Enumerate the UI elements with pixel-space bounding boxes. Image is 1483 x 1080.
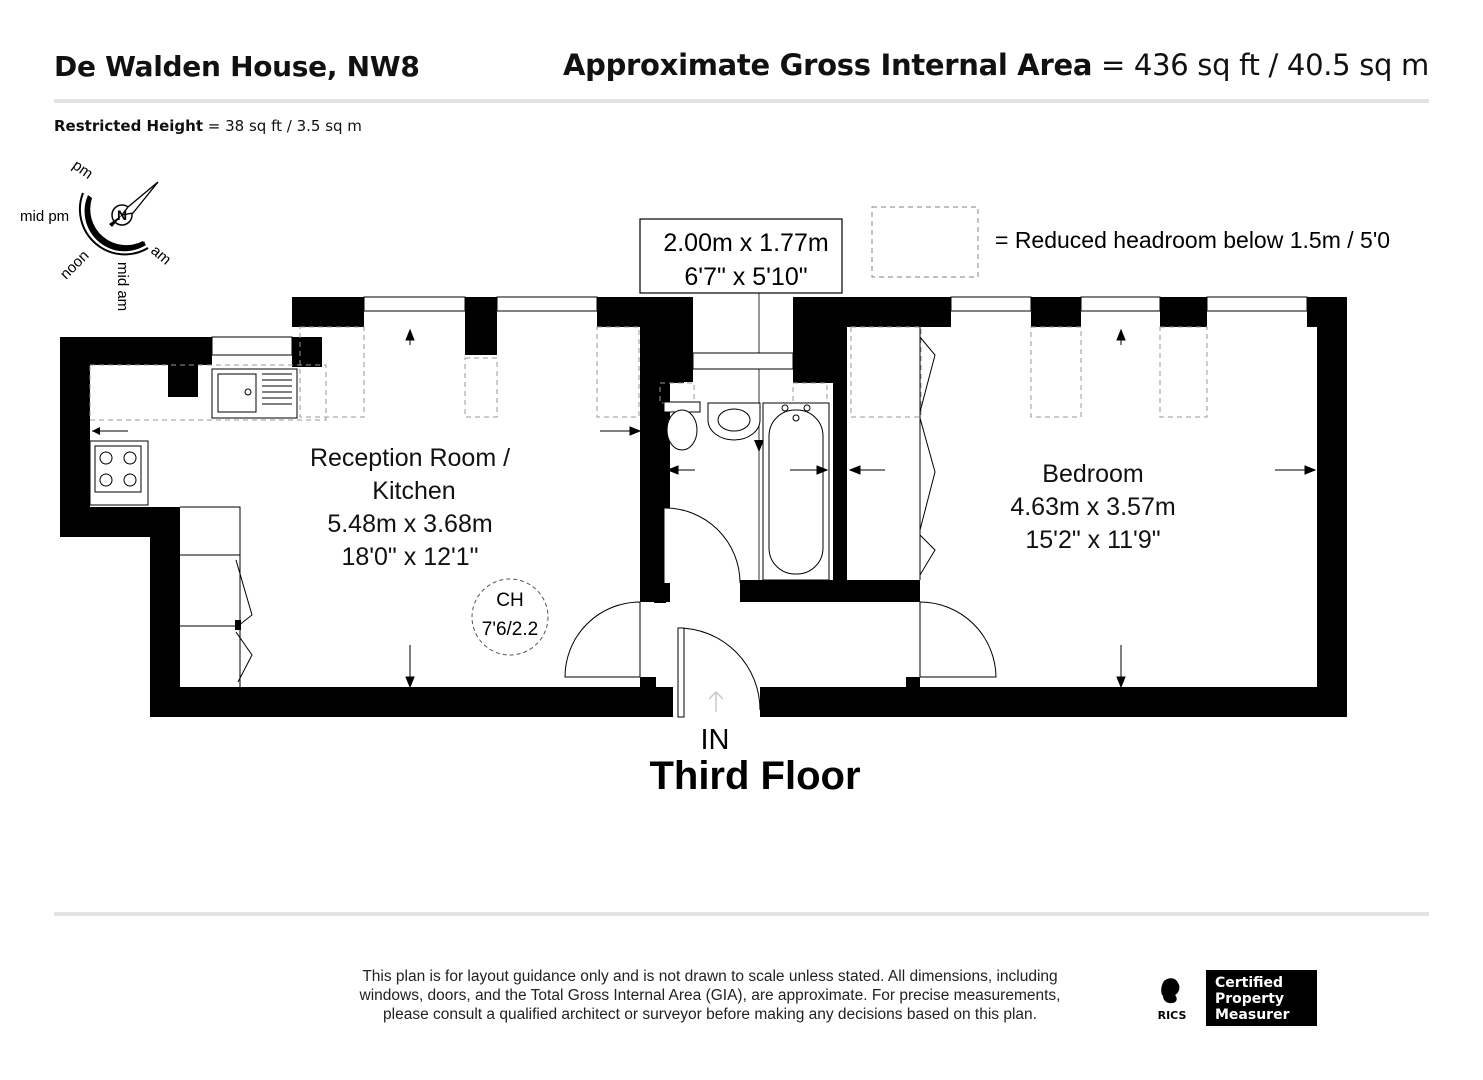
- bath-drain: [793, 415, 799, 421]
- wall-bottom-door-jamb-right: [906, 677, 920, 697]
- ceiling-height-label: CH: [496, 590, 524, 611]
- bedroom-name: Bedroom: [1042, 460, 1144, 488]
- compass-label-noon: noon: [56, 247, 93, 283]
- window-bedroom-2: [1081, 297, 1160, 311]
- entrance-label: IN: [700, 724, 730, 756]
- reduced-zone-5: [793, 383, 827, 403]
- reduced-zone-2: [465, 358, 497, 417]
- wall-top-bedroom-left: [817, 297, 951, 327]
- bathroom-imperial: 6'7" x 5'10": [684, 263, 808, 291]
- restricted-height-value: = 38 sq ft / 3.5 sq m: [203, 117, 362, 135]
- cupboard-door-2: [236, 632, 252, 682]
- washbasin-bowl: [718, 409, 750, 431]
- bedroom-metric: 4.63m x 3.57m: [1010, 493, 1176, 521]
- entrance-arrow: [709, 692, 723, 712]
- restricted-height-label: Restricted Height: [54, 117, 204, 135]
- legend-swatch: [872, 207, 978, 277]
- room-labels: [310, 444, 1176, 571]
- hob-ring-3: [100, 474, 112, 486]
- wall-bath-inner-left: [654, 353, 684, 383]
- gross-area-value: = 436 sq ft / 40.5 sq m: [1092, 48, 1429, 82]
- badge-line-2: Property: [1215, 991, 1285, 1007]
- bathroom-door: [664, 508, 740, 583]
- ceiling-height-value: 7'6/2.2: [481, 619, 539, 640]
- wall-top-bedroom-pier1: [1031, 297, 1081, 327]
- cupboard-door-1: [236, 560, 252, 626]
- disclaimer-line-3: please consult a qualified architect or surveyor before making any decisions based on this plan.: [383, 1006, 1037, 1023]
- reduced-zone-3: [597, 327, 639, 417]
- hob-ring-2: [124, 452, 136, 464]
- wardrobe-door-3: [920, 535, 935, 575]
- badge-line-3: Measurer: [1215, 1007, 1290, 1023]
- cupboard-outline: [180, 507, 240, 687]
- property-title: De Walden House, NW8: [54, 50, 420, 83]
- hob-ring-4: [124, 474, 136, 486]
- bedroom-imperial: 15'2" x 11'9": [1025, 526, 1161, 554]
- bath-tap-1: [782, 405, 788, 411]
- entrance-door: [678, 628, 760, 717]
- compass-label-am: am: [147, 242, 175, 269]
- wall-bath-bottom: [740, 580, 920, 602]
- window-bedroom-1: [951, 297, 1031, 311]
- wall-top-reception-pier: [465, 297, 497, 355]
- compass-label-pm: pm: [69, 156, 96, 183]
- reception-name-line2: Kitchen: [372, 477, 456, 505]
- bedroom-door: [920, 602, 996, 677]
- kitchen-hob: [95, 446, 141, 492]
- windows: [212, 297, 1307, 369]
- disclaimer-line-2: windows, doors, and the Total Gross Internal Area (GIA), are approximate. For precise measurements,: [359, 987, 1061, 1004]
- footer-rule: [54, 912, 1429, 916]
- wardrobe-door-2: [920, 418, 935, 530]
- wall-bedroom-door-jamb: [906, 580, 920, 602]
- reduced-zone-6: [851, 327, 921, 417]
- wall-bath-bedroom: [833, 297, 847, 582]
- floor-label: Third Floor: [649, 754, 861, 798]
- wall-bedroom-right: [1317, 297, 1347, 717]
- compass-label-mid-pm: mid pm: [20, 208, 70, 225]
- rics-lion-mark: [1161, 978, 1179, 1003]
- compass-needle-north: [122, 182, 158, 215]
- wall-left-lower: [150, 507, 180, 717]
- wall-bath-door-jamb: [654, 583, 666, 603]
- bath-tap-2: [804, 405, 810, 411]
- disclaimer: [310, 967, 1110, 1024]
- wall-top-bedroom-pier2: [1160, 297, 1207, 327]
- legend-text: = Reduced headroom below 1.5m / 5'0: [995, 227, 1390, 253]
- hob-ring-1: [100, 452, 112, 464]
- reception-imperial: 18'0" x 12'1": [341, 543, 479, 571]
- reception-name-line1: Reception Room /: [309, 444, 511, 472]
- compass-label-mid-am: mid am: [114, 262, 131, 312]
- gross-area-label: Approximate Gross Internal Area: [562, 48, 1093, 82]
- certified-property-measurer-badge: [1206, 970, 1317, 1026]
- wc-bowl: [667, 410, 697, 450]
- rics-logo-icon: [1150, 975, 1195, 1023]
- compass: [20, 157, 174, 311]
- reduced-zone-7: [1031, 327, 1081, 417]
- kitchen-sink: [212, 369, 297, 418]
- badge-line-1: Certified: [1215, 975, 1284, 991]
- kitchen-dim-arrow: [92, 427, 100, 435]
- entrance-door-leaf: [678, 628, 684, 717]
- window-kitchen: [212, 337, 292, 355]
- wall-kitchen-corner: [292, 337, 322, 367]
- compass-north-letter: N: [116, 207, 128, 223]
- reception-metric: 5.48m x 3.68m: [327, 510, 493, 538]
- wardrobe-door-1: [920, 337, 935, 412]
- wall-top-reception-left: [292, 297, 364, 327]
- reduced-zone-8: [1160, 327, 1207, 417]
- disclaimer-line-1: This plan is for layout guidance only and is not drawn to scale unless stated. All dimensions, including: [362, 968, 1058, 985]
- kitchen-hob-unit: [90, 441, 148, 505]
- window-reception-1: [364, 297, 465, 311]
- bathroom-metric: 2.00m x 1.77m: [663, 229, 829, 257]
- dimension-arrows: [406, 330, 1315, 687]
- wardrobe: [920, 327, 935, 580]
- wall-bottom-right: [760, 687, 1347, 717]
- wall-bath-inner-right: [793, 353, 833, 383]
- window-bedroom-3: [1207, 297, 1307, 311]
- wall-kitchen-pillar: [168, 365, 198, 397]
- rics-text: RICS: [1157, 1009, 1187, 1022]
- window-reception-2: [497, 297, 597, 311]
- window-bathroom: [693, 353, 793, 369]
- reception-door: [565, 602, 640, 677]
- wall-bottom-door-jamb-left: [640, 677, 656, 697]
- wall-bottom-left: [150, 687, 673, 717]
- bathtub-inner: [769, 410, 823, 574]
